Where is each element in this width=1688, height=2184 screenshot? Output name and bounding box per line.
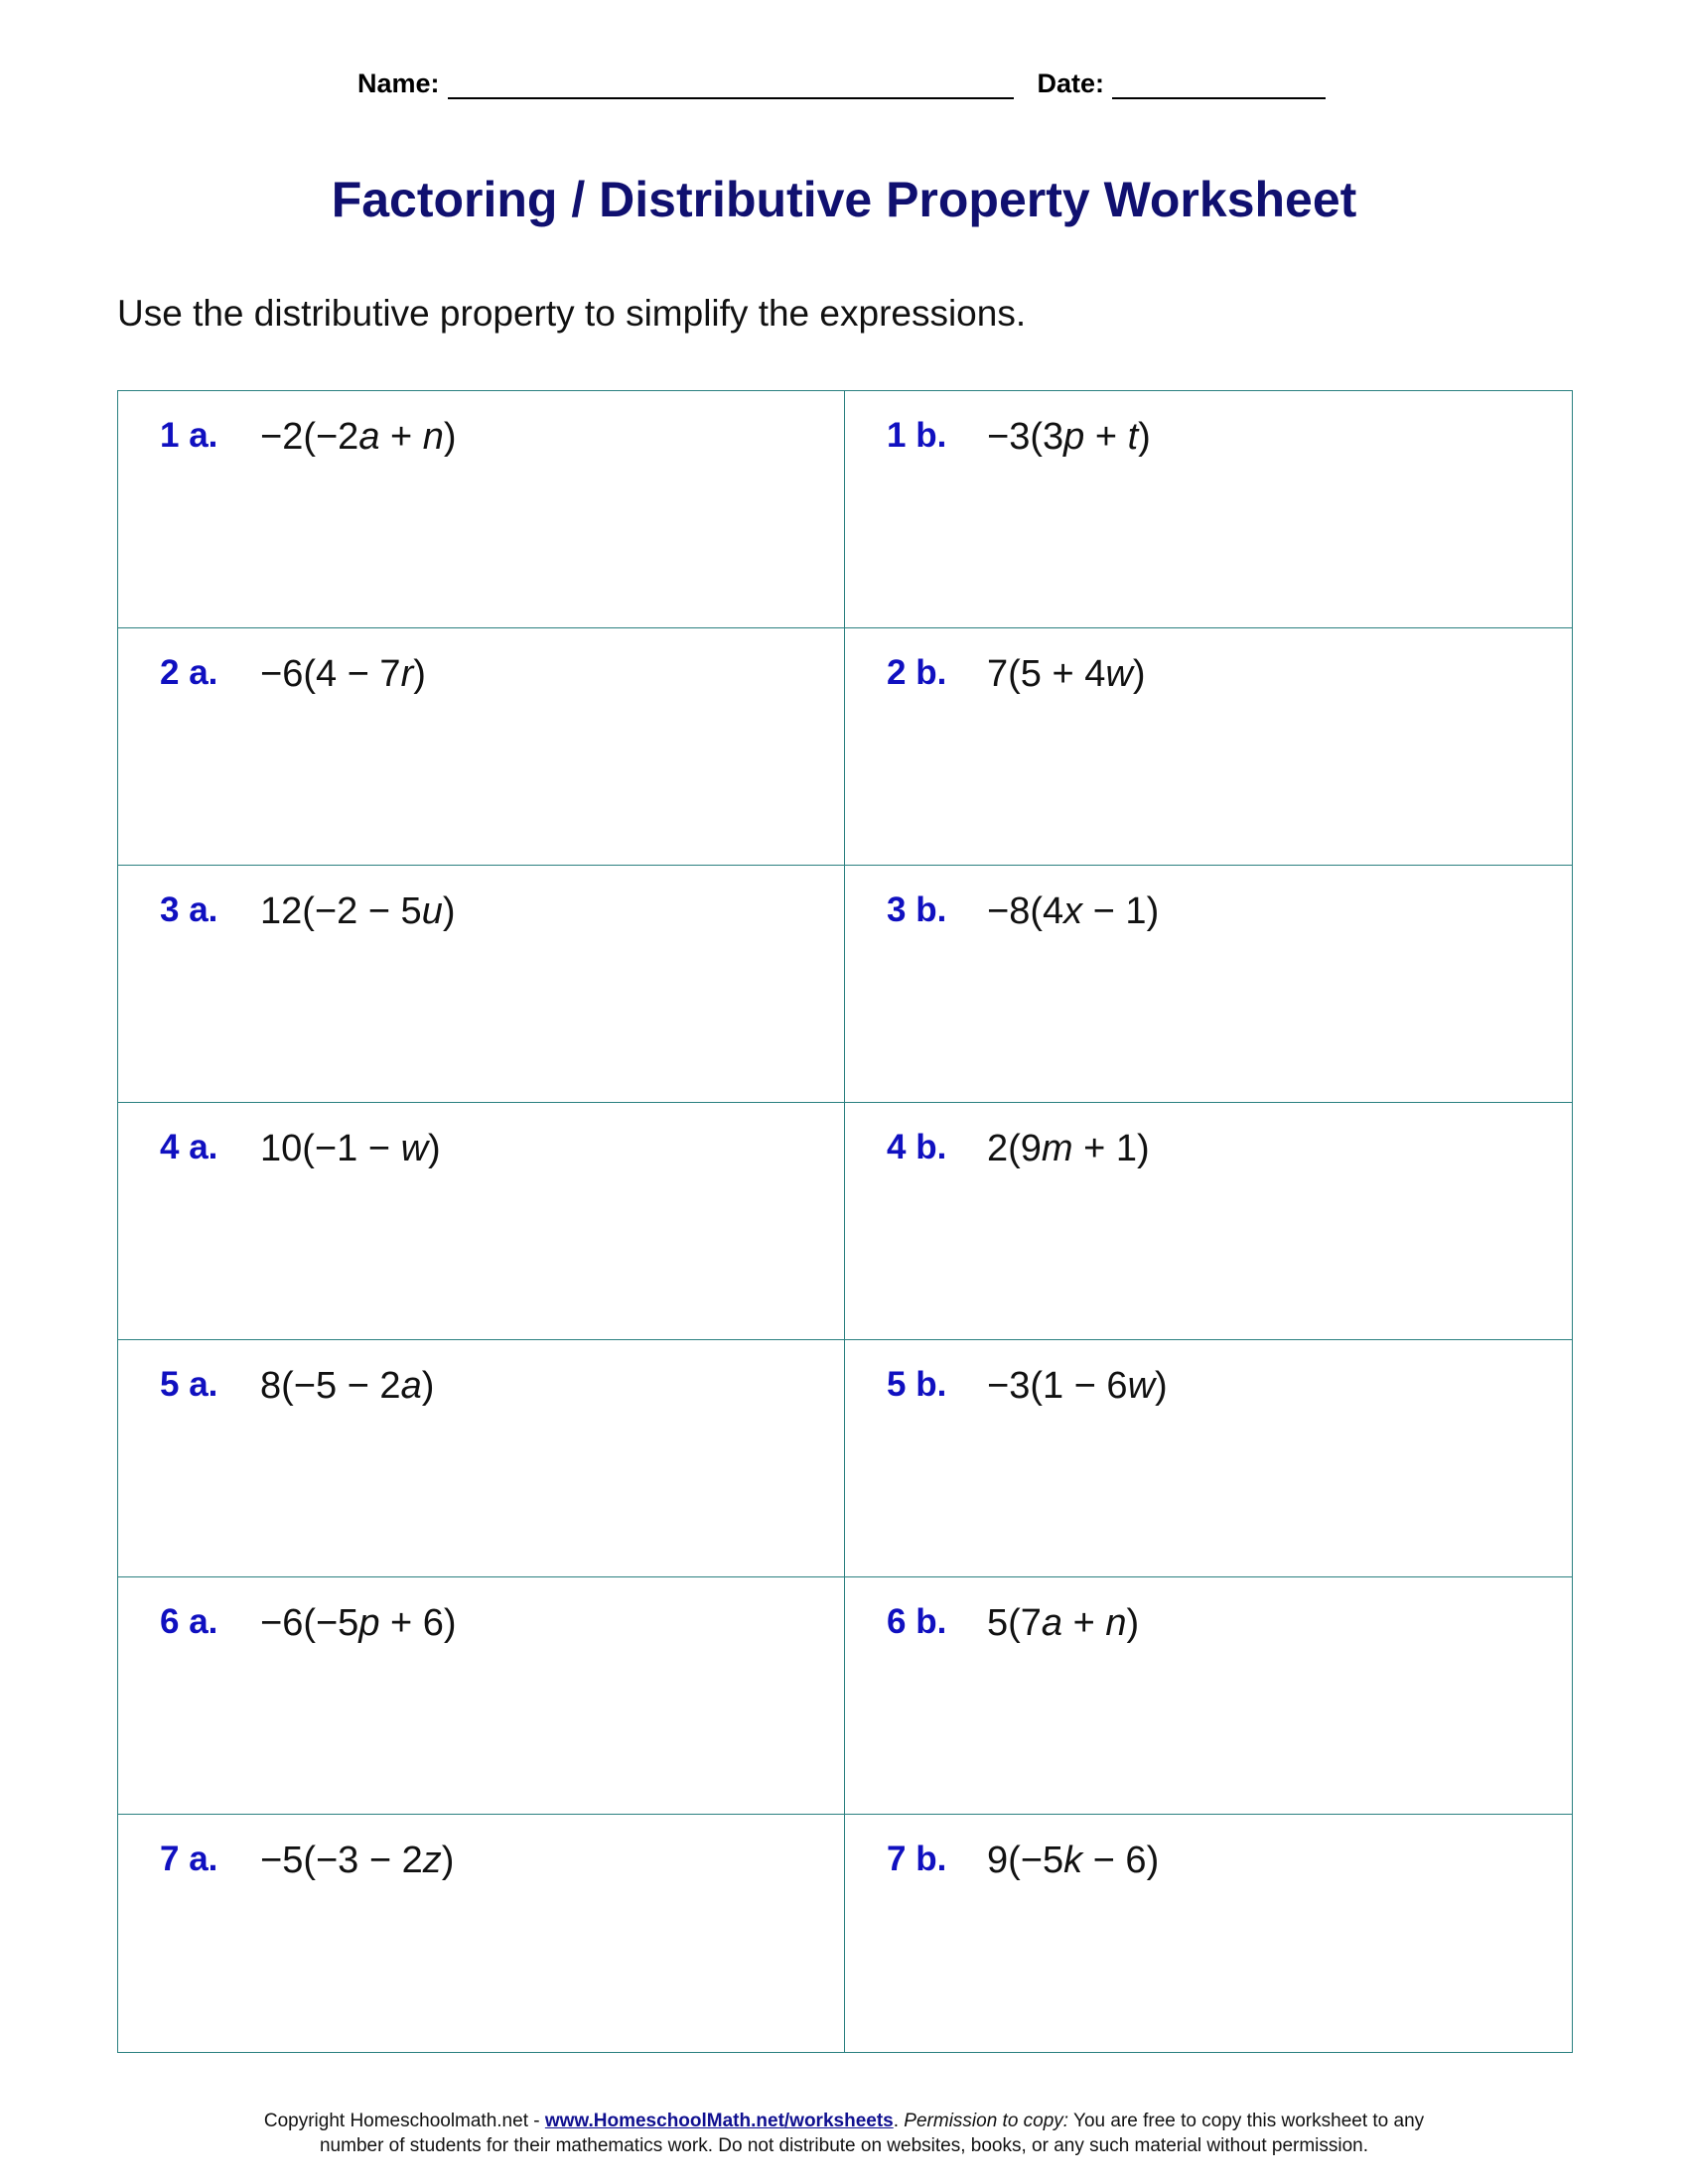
problem-cell[interactable] — [845, 391, 1572, 628]
problem-cell[interactable] — [845, 866, 1572, 1103]
problem-cell[interactable] — [118, 866, 845, 1103]
problem-cell[interactable] — [118, 391, 845, 628]
date-label: Date: — [1037, 68, 1105, 98]
worksheet-title: Factoring / Distributive Property Worksheet — [331, 172, 1357, 227]
problem-expression: −2(−2a + n) — [260, 416, 457, 458]
problem-expression: 7(5 + 4w) — [987, 653, 1146, 695]
problem-cell[interactable] — [118, 1340, 845, 1577]
problem-expression: −6(4 − 7r) — [260, 653, 426, 695]
problem-cell[interactable] — [845, 1340, 1572, 1577]
problem-cell[interactable] — [845, 628, 1572, 866]
problem-expression: 12(−2 − 5u) — [260, 890, 456, 932]
footer-line-1 — [0, 2109, 1688, 2133]
name-blank-line[interactable] — [448, 69, 1014, 99]
problem-number: 6 a. — [160, 1602, 218, 1641]
problem-cell[interactable] — [118, 1577, 845, 1815]
permission-label: Permission to copy: — [904, 2111, 1069, 2131]
problem-expression: 10(−1 − w) — [260, 1128, 441, 1169]
problem-number: 1 a. — [160, 416, 218, 455]
problem-expression: 9(−5k − 6) — [987, 1840, 1160, 1881]
problem-cell[interactable] — [118, 628, 845, 866]
problem-number: 3 a. — [160, 890, 218, 929]
name-label: Name: — [357, 68, 440, 98]
problem-number: 7 a. — [160, 1840, 218, 1878]
problem-cell[interactable] — [845, 1815, 1572, 2052]
problem-expression: −3(1 − 6w) — [987, 1365, 1168, 1407]
problem-cell[interactable] — [118, 1815, 845, 2052]
problem-cell[interactable] — [845, 1577, 1572, 1815]
problem-expression: −6(−5p + 6) — [260, 1602, 457, 1644]
problem-expression: 8(−5 − 2a) — [260, 1365, 435, 1407]
problem-expression: 2(9m + 1) — [987, 1128, 1150, 1169]
footer-line-2: number of students for their mathematics work. Do not distribute on websites, books, or any such material without permission. — [319, 2135, 1369, 2156]
permission-text: You are free to copy this worksheet to any — [1068, 2111, 1425, 2131]
problem-grid — [117, 390, 1573, 2053]
problem-expression: −5(−3 − 2z) — [260, 1840, 455, 1881]
instructions: Use the distributive property to simplify the expressions. — [117, 293, 1027, 334]
problem-number: 2 a. — [160, 653, 218, 692]
problem-expression: −8(4x − 1) — [987, 890, 1160, 932]
problem-expression: −3(3p + t) — [987, 416, 1151, 458]
problem-number: 3 b. — [887, 890, 947, 929]
problem-number: 4 b. — [887, 1128, 947, 1166]
date-blank-line[interactable] — [1112, 69, 1326, 99]
problem-number: 1 b. — [887, 416, 947, 455]
problem-number: 5 a. — [160, 1365, 218, 1404]
problem-number: 7 b. — [887, 1840, 947, 1878]
problem-number: 4 a. — [160, 1128, 218, 1166]
worksheets-link[interactable]: www.HomeschoolMath.net/worksheets — [544, 2111, 894, 2131]
copyright-footer — [0, 2109, 1688, 2158]
student-info-header — [357, 60, 1331, 99]
footer-separator: . — [893, 2111, 905, 2131]
problem-number: 6 b. — [887, 1602, 947, 1641]
problem-number: 5 b. — [887, 1365, 947, 1404]
problem-cell[interactable] — [118, 1103, 845, 1340]
problem-number: 2 b. — [887, 653, 947, 692]
copyright-text: Copyright Homeschoolmath.net - — [263, 2111, 545, 2131]
problem-cell[interactable] — [845, 1103, 1572, 1340]
problem-expression: 5(7a + n) — [987, 1602, 1140, 1644]
